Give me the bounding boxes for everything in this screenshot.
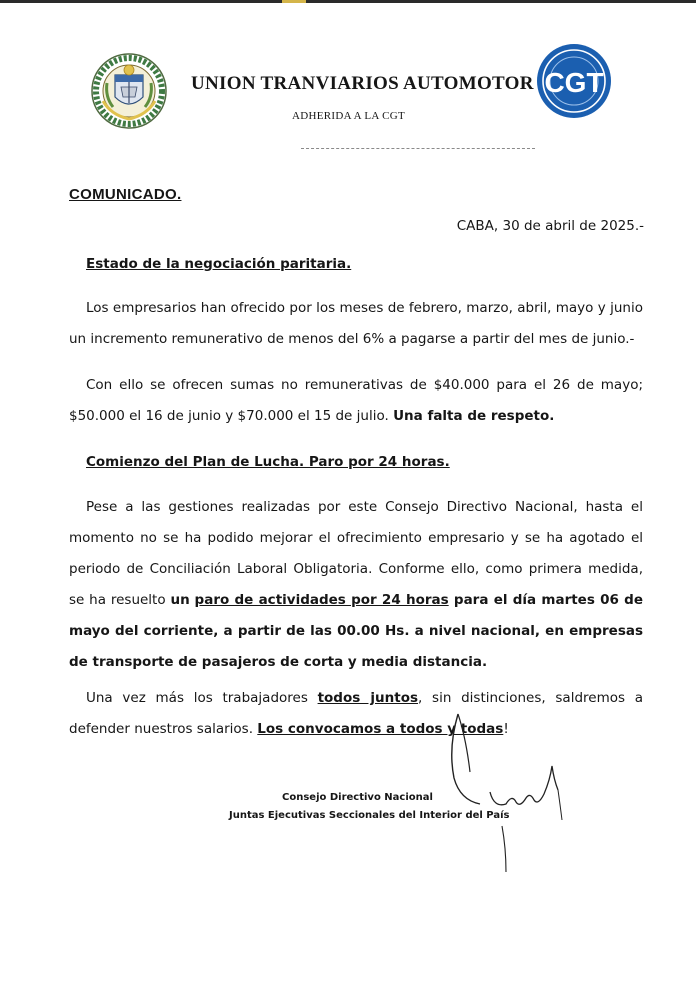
paragraph-offer-text: Los empresarios han ofrecido por los meses de febrero, marzo, abril, mayo y junio un incremento remunerativo de menos del 6% a pagarse a partir del mes de junio.- <box>69 300 643 347</box>
cta-highlight-2: Los convocamos a todos y todas <box>257 721 504 737</box>
top-edge-bar <box>0 0 696 3</box>
cta-highlight-1: todos juntos <box>317 690 419 706</box>
cgt-logo-text: CGT <box>544 67 604 98</box>
section-heading-negotiation: Estado de la negociación paritaria. <box>86 256 352 272</box>
handwritten-signature <box>440 708 580 878</box>
paragraph-strike-text: Pese a las gestiones realizadas por este Consejo Directivo Nacional, hasta el momento no se ha podido mejorar el ofrecimiento empresario y se ha agotado el periodo de Conciliación Laboral Obligatoria. Conforme ello, como primera medida, se ha resuelto <box>69 499 643 608</box>
section-heading-strike: Comienzo del Plan de Lucha. Paro por 24 horas. <box>86 454 450 470</box>
paragraph-strike-details: para el día martes 06 de mayo del corriente, a partir de las 00.00 Hs. a nivel nacional, en empresas de transporte de pasajeros de corta y media distancia. <box>69 592 643 670</box>
cta-text-1: Una vez más los trabajadores <box>86 690 318 706</box>
cta-text-3: ! <box>503 721 509 737</box>
paragraph-offer <box>69 293 643 355</box>
org-name: UNION TRANVIARIOS AUTOMOTOR <box>191 73 534 94</box>
cgt-logo <box>535 43 613 119</box>
paragraph-sums-text: Con ello se ofrecen sumas no remunerativas de $40.000 para el 26 de mayo; $50.000 el 16 de junio y $70.000 el 15 de julio. <box>69 377 643 424</box>
signatory-subtitle: Juntas Ejecutivas Seccionales del Interior del País <box>229 810 510 821</box>
header-divider <box>301 148 535 149</box>
document-title: COMUNICADO. <box>69 186 182 203</box>
paragraph-sums <box>69 370 643 432</box>
paragraph-sums-emphasis: Una falta de respeto. <box>393 408 555 424</box>
paragraph-strike-highlight: paro de actividades por 24 horas <box>194 592 449 608</box>
cta-text-2: , sin distinciones, saldremos a defender nuestros salarios. <box>69 690 644 737</box>
paragraph-strike-bold-lead: un <box>170 592 190 608</box>
union-seal-logo <box>91 53 167 129</box>
org-affiliation: ADHERIDA A LA CGT <box>292 110 405 122</box>
signatory-organization: Consejo Directivo Nacional <box>282 792 433 803</box>
paragraph-strike <box>69 492 643 678</box>
document-date: CABA, 30 de abril de 2025.- <box>456 218 644 234</box>
